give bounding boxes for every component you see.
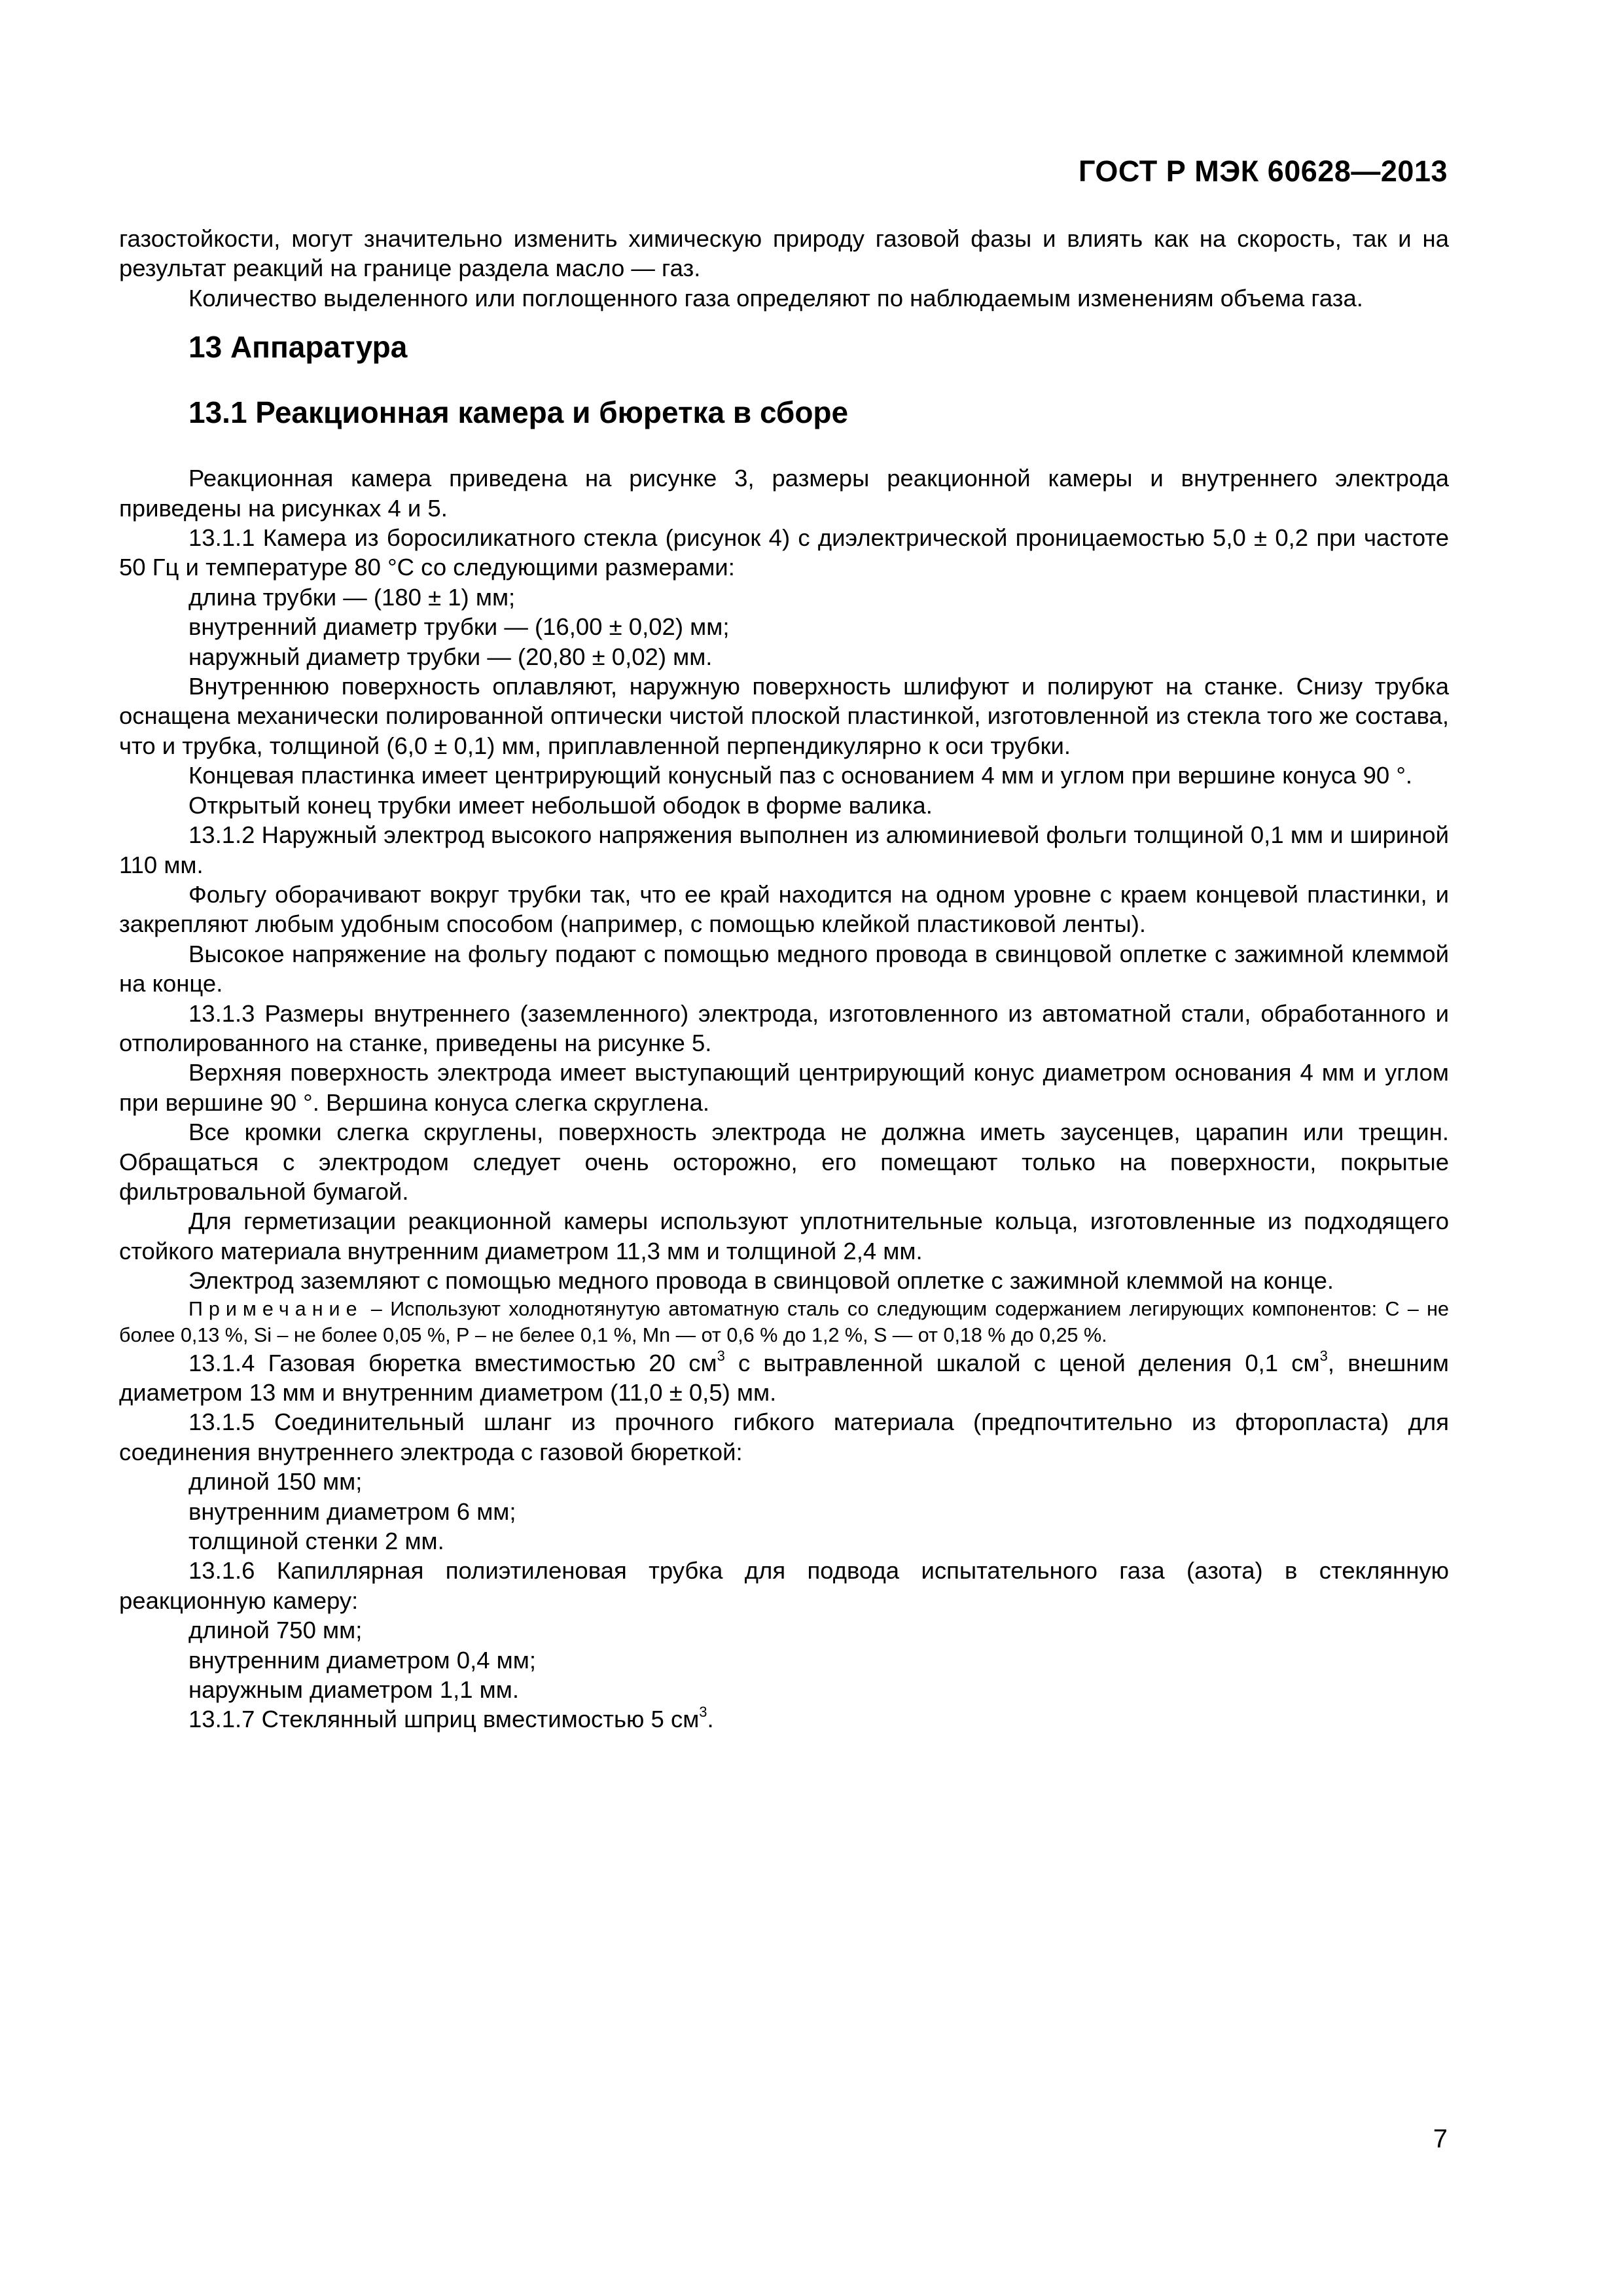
list-item: наружным диаметром 1,1 мм. xyxy=(188,1676,519,1704)
text-run: 13.1.4 Газовая бюретка вместимостью 20 см xyxy=(188,1349,717,1376)
paragraph: Высокое напряжение на фольгу подают с помощью медного провода в свинцовой оплетке с зажимной клеммой на конце. xyxy=(119,940,1449,997)
paragraph: Фольгу оборачивают вокруг трубки так, что ее край находится на одном уровне с краем концевой пластинки, и закрепляют любым удобным способом (например, с помощью клейкой пластиковой ленты). xyxy=(119,880,1449,938)
paragraph: Для герметизации реакционной камеры используют уплотнительные кольца, изготовленные из подходящего стойкого материала внутренним диаметром 11,3 мм и толщиной 2,4 мм. xyxy=(119,1208,1449,1265)
list-item: длина трубки — (180 ± 1) мм; xyxy=(188,583,516,611)
paragraph: 13.1.1 Камера из боросиликатного стекла (рисунок 4) с диэлектрической проницаемостью 5,0 ± 0,2 при частоте 50 Гц и температуре 80 °С со следующими размерами: xyxy=(119,524,1449,581)
paragraph: Открытый конец трубки имеет небольшой ободок в форме валика. xyxy=(188,791,933,819)
text-run: 13.1.7 Стеклянный шприц вместимостью 5 см xyxy=(188,1706,700,1733)
paragraph: газостойкости, могут значительно изменить химическую природу газовой фазы и влиять как на скорость, так и на результат реакций на границе раздела масло — газ. xyxy=(119,225,1449,282)
subsection-title: 13.1 Реакционная камера и бюретка в сборе xyxy=(188,395,849,430)
page-number: 7 xyxy=(1433,2125,1448,2153)
text-run: . xyxy=(707,1706,714,1733)
note-text: – Используют холоднотянутую автоматную сталь со следующим содержанием легирующих компонентов: С – не более 0,13 %, Si – не более 0,05 %, Р – не белее 0,1 %, Mn — от 0,6 % до 1,2 %, S — от 0,18 % до 0,25 %. xyxy=(119,1297,1449,1346)
paragraph: 13.1.3 Размеры внутреннего (заземленного) электрода, изготовленного из автоматной стали, обработанного и отполированного на станке, приведены на рисунке 5. xyxy=(119,999,1449,1056)
note-label: Примечание xyxy=(188,1297,363,1320)
note xyxy=(119,1296,1449,1348)
list-item: длиной 150 мм; xyxy=(188,1468,363,1496)
list-item: внутренним диаметром 6 мм; xyxy=(188,1498,516,1525)
paragraph xyxy=(119,1348,1449,1408)
list-item: толщиной стенки 2 мм. xyxy=(188,1528,444,1555)
paragraph: Электрод заземляют с помощью медного провода в свинцовой оплетке с зажимной клеммой на конце. xyxy=(188,1267,1334,1295)
paragraph: 13.1.6 Капиллярная полиэтиленовая трубка для подвода испытательного газа (азота) в стеклянную реакционную камеру: xyxy=(119,1557,1449,1614)
list-item: длиной 750 мм; xyxy=(188,1617,363,1644)
paragraph: Внутреннюю поверхность оплавляют, наружную поверхность шлифуют и полируют на станке. Снизу трубка оснащена механически полированной оптически чистой плоской пластинкой, изготовленной из стекла того же состава, что и трубка, толщиной (6,0 ± 0,1) мм, приплавленной перпендикулярно к оси трубки. xyxy=(119,673,1449,759)
list-item: внутренний диаметр трубки — (16,00 ± 0,02) мм; xyxy=(188,613,730,641)
paragraph: Все кромки слегка скруглены, поверхность электрода не должна иметь заусенцев, царапин или трещин. Обращаться с электродом следует очень осторожно, его помещают только на поверхности, покрытые фильтровальной бумагой. xyxy=(119,1119,1449,1205)
section-title: 13 Аппаратура xyxy=(188,330,408,365)
paragraph: Количество выделенного или поглощенного газа определяют по наблюдаемым изменениям объема газа. xyxy=(188,284,1363,312)
list-item: внутренним диаметром 0,4 мм; xyxy=(188,1646,536,1674)
superscript: 3 xyxy=(699,1704,707,1721)
paragraph: Реакционная камера приведена на рисунке 3, размеры реакционной камеры и внутреннего электрода приведены на рисунках 4 и 5. xyxy=(119,465,1449,522)
paragraph: 13.1.2 Наружный электрод высокого напряжения выполнен из алюминиевой фольги толщиной 0,1 мм и шириной 110 мм. xyxy=(119,821,1449,878)
text-run: , внешним диаметром 13 мм и внутренним диаметром (11,0 ± 0,5) мм. xyxy=(119,1349,1449,1406)
paragraph: 13.1.5 Соединительный шланг из прочного гибкого материала (предпочтительно из фторопласта) для соединения внутреннего электрода с газовой бюреткой: xyxy=(119,1408,1449,1465)
paragraph xyxy=(119,1704,1449,1734)
superscript: 3 xyxy=(1319,1347,1328,1364)
list-item: наружный диаметр трубки — (20,80 ± 0,02) мм. xyxy=(188,643,713,670)
paragraph: Концевая пластинка имеет центрирующий конусный паз с основанием 4 мм и углом при вершине конуса 90 °. xyxy=(188,762,1413,789)
page-content xyxy=(119,224,1449,1734)
standard-code: ГОСТ Р МЭК 60628—2013 xyxy=(1078,154,1448,188)
superscript: 3 xyxy=(717,1347,725,1364)
paragraph: Верхняя поверхность электрода имеет выступающий центрирующий конус диаметром основания 4 мм и углом при вершине 90 °. Вершина конуса слегка скруглена. xyxy=(119,1059,1449,1116)
text-run: с вытравленной шкалой с ценой деления 0,1 см xyxy=(724,1349,1320,1376)
